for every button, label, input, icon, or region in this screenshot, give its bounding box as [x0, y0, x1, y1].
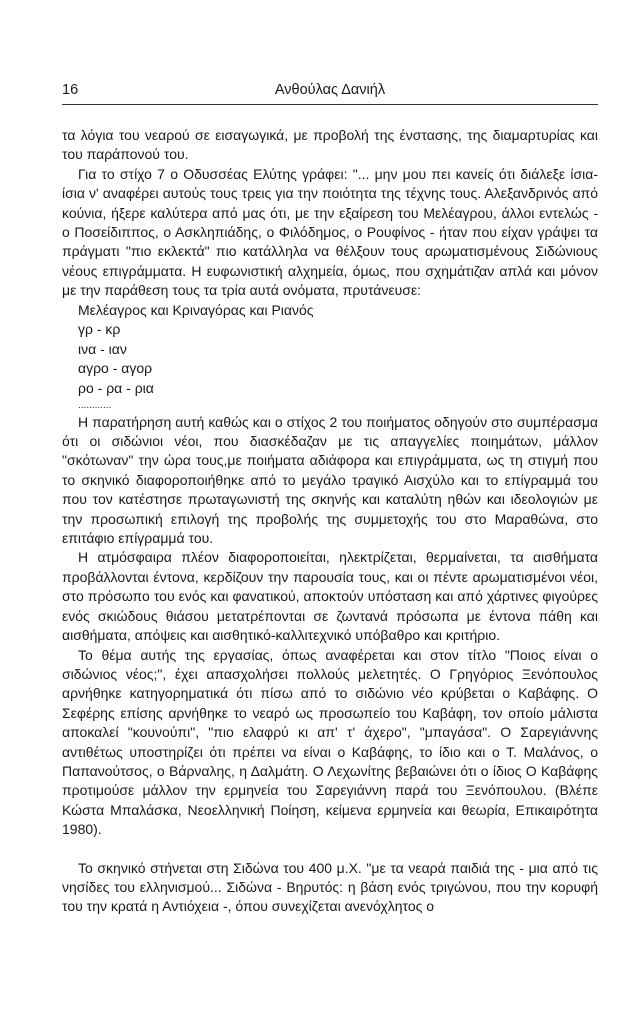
verse-line: γρ - κρ: [78, 321, 121, 338]
body-text: [62, 126, 598, 917]
verse-line: ρο - ρα - ρια: [78, 380, 154, 397]
verse-ellipsis: ............: [78, 399, 112, 411]
paragraph: τα λόγια του νεαρού σε εισαγωγικά, με προβολή της ένστασης, της διαμαρτυρίας και του παράπονού του.: [62, 127, 598, 163]
running-head: Ανθούλας Δανιήλ: [274, 82, 386, 98]
page-header: [62, 80, 598, 105]
page-number: 16: [62, 82, 79, 98]
paragraph: Για το στίχο 7 ο Οδυσσέας Ελύτης γράφει: "... μην μου πει κανείς ότι διάλεξε ίσια-ίσια ν' αναφέρει αυτούς τους τρεις για την ποιότητα της τέχνης τους. Αλεξανδρινός από κούνια, ήξερε καλύτερα από μας ότι, με την εξαίρεση του Μελέαγρου, άλλοι εντελώς - ο Ποσείδιππος, ο Ασκληπιάδης, ο Φιλόδημος, ο Ρουφίνος - ήταν που είχαν γράψει τα πράγματι "πιο εκλεκτά" πιο κατάλληλα να θέλξουν τους αρωματισμένους Σιδώνιους νέους επιγράμματα. Η ευφωνιστική αλχημεία, όμως, που σχημάτιζαν απλά και μόνον με την παράθεση τους τα τρία αυτά ονόματα, πρυτάνευσε:: [62, 165, 598, 299]
paragraph: Το θέμα αυτής της εργασίας, όπως αναφέρεται και στον τίτλο "Ποιος είναι ο σιδώνιος νέος;", έχει απασχολήσει πολλούς μελετητές. Ο Γρηγόριος Ξενόπουλος αρνήθηκε κατηγορηματικά ότι πίσω από το σιδώνιο νέο κρύβεται ο Καβάφης. Ο Σεφέρης επίσης αρνήθηκε το νεαρό ως προσωπείο του Καβάφη, τον οποίο μάλιστα αποκαλεί "κουνούπι", "πιο ελαφρύ κι απ' τ' άχερο", "μπαγάσα". Ο Σαρεγιάννης αντιθέτως υποστηρίζει ότι πρέπει να είναι ο Καβάφης, το ίδιο και ο Τ. Μαλάνος, ο Παπανούτσος, ο Βάρναλης, η Δαλμάτη. Ο Λεχωνίτης βεβαιώνει ότι ο ίδιος Ο Καβάφης προτιμούσε μάλλον την ερμηνεία του Σαρεγιάννη παρά του Ξενόπουλου. (Βλέπε Κώστα Μπαλάσκα, Νεοελληνική Ποίηση, κείμενα ερμηνεία και θεωρία, Επικαιρότητα 1980).: [62, 646, 598, 838]
paragraph: Η ατμόσφαιρα πλέον διαφοροποιείται, ηλεκτρίζεται, θερμαίνεται, τα αισθήματα προβάλλονται έντονα, κερδίζουν την παρουσία τους, και οι πέντε αρωματισμένοι νέοι, στο πρόσωπο του ενός και φανατικού, αποκτούν υπόσταση και από χάρτινες φιγούρες ενός σκιώδους θιάσου μετατρέπονται σε ζωντανά πρόσωπα με έντονα πάθη και αισθήματα, απόψεις και αισθητικό-καλλιτεχνικό υπόβαθρο και κριτήριο.: [62, 549, 598, 644]
paragraph: Η παρατήρηση αυτή καθώς και ο στίχος 2 του ποιήματος οδηγούν στο συμπέρασμα ότι οι σιδώνιοι νέοι, που διασκέδαζαν με τις απαγγελίες ποιημάτων, μάλλον "σκότωναν" την ώρα τους,με ποιήματα αδιάφορα και επιγράμματα, ως τη στιγμή που το σκηνικό διαφοροποιήθηκε από το μεγάλο τραγικό Αισχύλο και το επίγραμμά του που τον κατέστησε πρωταγωνιστή της σκηνής και καταλύτη ηθών και ιδεολογιών με την προσωπική επιλογή της προβολής της συμμετοχής του στο Μαραθώνα, στο επιτάφιο επίγραμμά του.: [62, 413, 598, 547]
verse-line: αγρο - αγορ: [78, 360, 153, 377]
verse-line: ινα - ιαν: [78, 340, 127, 357]
paragraph: Το σκηνικό στήνεται στη Σιδώνα του 400 μ.Χ. "με τα νεαρά παιδιά της - μια από τις νησίδες του ελληνισμού... Σιδώνα - Βηρυτός: η βάση ενός τριγώνου, που την κορυφή του την κρατά η Αντιόχεια -, όπου συνεχίζεται ανενόχλητος ο: [62, 859, 598, 915]
verse-block: [62, 301, 598, 413]
verse-line: Μελέαγρος και Κριναγόρας και Ριανός: [78, 301, 314, 318]
paragraph-gap: [62, 840, 598, 859]
